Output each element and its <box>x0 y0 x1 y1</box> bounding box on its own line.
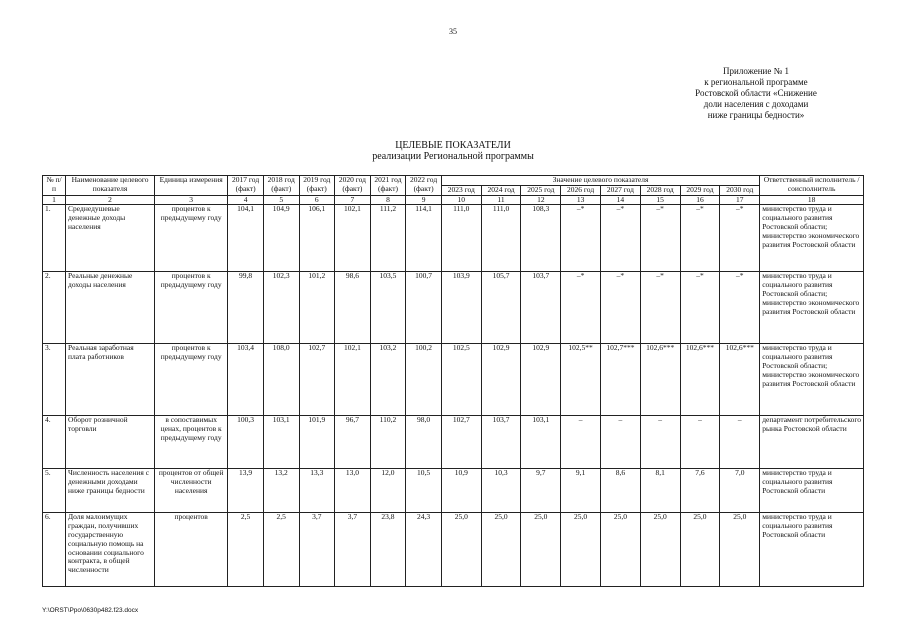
value-cell: 102,1 <box>335 205 371 272</box>
appendix-line: Приложение № 1 <box>723 66 789 76</box>
unit-cell: процентов к предыдущему году <box>155 205 228 272</box>
value-cell: 13,9 <box>228 469 264 513</box>
value-cell: 102,5** <box>561 344 601 416</box>
column-number: 6 <box>299 195 335 205</box>
value-cell: 12,0 <box>370 469 406 513</box>
header-2029: 2029 год <box>680 185 720 195</box>
column-number: 15 <box>640 195 680 205</box>
value-cell: 104,9 <box>263 205 299 272</box>
value-cell: 2,5 <box>263 513 299 587</box>
value-cell: 98,6 <box>335 272 371 344</box>
value-cell: 25,0 <box>481 513 521 587</box>
value-cell: –* <box>720 205 760 272</box>
responsible-cell: департамент потребительского рынка Ростовской области <box>760 416 864 469</box>
value-cell: 102,7*** <box>601 344 641 416</box>
header-2030: 2030 год <box>720 185 760 195</box>
value-cell: 98,0 <box>406 416 442 469</box>
column-number-row <box>43 195 864 205</box>
value-cell: 13,2 <box>263 469 299 513</box>
header-2019: 2019 год (факт) <box>299 176 335 196</box>
value-cell: 23,8 <box>370 513 406 587</box>
table-row <box>43 272 864 344</box>
row-number: 3. <box>43 344 66 416</box>
value-cell: 25,0 <box>720 513 760 587</box>
value-cell: –* <box>680 205 720 272</box>
row-number: 1. <box>43 205 66 272</box>
column-number: 2 <box>66 195 155 205</box>
value-cell: 102,6*** <box>720 344 760 416</box>
indicator-name: Реальная заработная плата работников <box>66 344 155 416</box>
row-number: 4. <box>43 416 66 469</box>
value-cell: 10,5 <box>406 469 442 513</box>
file-path-footer: Y:\ORST\Ppo\0630p482.f23.docx <box>42 607 139 614</box>
header-responsible: Ответственный исполнитель / соисполнитель <box>760 176 864 196</box>
value-cell: –* <box>720 272 760 344</box>
value-cell: 7,0 <box>720 469 760 513</box>
header-2023: 2023 год <box>441 185 481 195</box>
appendix-line: Ростовской области «Снижение <box>695 88 817 98</box>
header-num: № п/п <box>43 176 66 196</box>
indicators-table <box>42 175 864 587</box>
header-2017: 2017 год (факт) <box>228 176 264 196</box>
value-cell: 9,1 <box>561 469 601 513</box>
value-cell: 10,9 <box>441 469 481 513</box>
value-cell: 103,2 <box>370 344 406 416</box>
header-target-group: Значение целевого показателя <box>441 176 759 186</box>
value-cell: – <box>640 416 680 469</box>
page-number: 35 <box>449 27 457 36</box>
value-cell: 105,7 <box>481 272 521 344</box>
header-2025: 2025 год <box>521 185 561 195</box>
value-cell: 103,1 <box>263 416 299 469</box>
value-cell: 25,0 <box>521 513 561 587</box>
value-cell: 7,6 <box>680 469 720 513</box>
value-cell: 8,1 <box>640 469 680 513</box>
value-cell: 110,2 <box>370 416 406 469</box>
responsible-cell: министерство труда и социального развития Ростовской области; министерство экономического развития Ростовской области <box>760 272 864 344</box>
unit-cell: в сопоставимых ценах, процентов к предыдущему году <box>155 416 228 469</box>
title-line: ЦЕЛЕВЫЕ ПОКАЗАТЕЛИ <box>395 140 511 151</box>
row-number: 5. <box>43 469 66 513</box>
column-number: 4 <box>228 195 264 205</box>
value-cell: –* <box>601 272 641 344</box>
value-cell: 2,5 <box>228 513 264 587</box>
table-row <box>43 513 864 587</box>
column-number: 11 <box>481 195 521 205</box>
row-number: 6. <box>43 513 66 587</box>
value-cell: – <box>720 416 760 469</box>
value-cell: 102,9 <box>481 344 521 416</box>
value-cell: 111,0 <box>481 205 521 272</box>
table-row <box>43 469 864 513</box>
value-cell: 24,3 <box>406 513 442 587</box>
value-cell: 102,1 <box>335 344 371 416</box>
column-number: 12 <box>521 195 561 205</box>
value-cell: 99,8 <box>228 272 264 344</box>
responsible-cell: министерство труда и социального развития Ростовской области; министерство экономического развития Ростовской области <box>760 344 864 416</box>
header-2018: 2018 год (факт) <box>263 176 299 196</box>
value-cell: 102,5 <box>441 344 481 416</box>
value-cell: 9,7 <box>521 469 561 513</box>
unit-cell: процентов к предыдущему году <box>155 344 228 416</box>
value-cell: 13,3 <box>299 469 335 513</box>
appendix-line: к региональной программе <box>704 77 808 87</box>
value-cell: 100,3 <box>228 416 264 469</box>
value-cell: 10,3 <box>481 469 521 513</box>
value-cell: 102,7 <box>441 416 481 469</box>
header-2024: 2024 год <box>481 185 521 195</box>
indicator-name: Реальные денежные доходы населения <box>66 272 155 344</box>
value-cell: 104,1 <box>228 205 264 272</box>
appendix-line: ниже границы бедности» <box>707 110 805 120</box>
value-cell: 3,7 <box>299 513 335 587</box>
table-row <box>43 205 864 272</box>
indicator-name: Оборот розничной торговли <box>66 416 155 469</box>
value-cell: 103,5 <box>370 272 406 344</box>
document-title <box>0 140 906 162</box>
value-cell: 25,0 <box>640 513 680 587</box>
value-cell: 8,6 <box>601 469 641 513</box>
value-cell: 25,0 <box>601 513 641 587</box>
row-number: 2. <box>43 272 66 344</box>
responsible-cell: министерство труда и социального развития Ростовской области <box>760 469 864 513</box>
indicator-name: Доля малоимущих граждан, получивших государственную социальную помощь на основании социального контракта, в общей численности <box>66 513 155 587</box>
subtitle-line: реализации Региональной программы <box>372 151 534 162</box>
column-number: 14 <box>601 195 641 205</box>
column-number: 16 <box>680 195 720 205</box>
header-2028: 2028 год <box>640 185 680 195</box>
header-2020: 2020 год (факт) <box>335 176 371 196</box>
value-cell: 25,0 <box>561 513 601 587</box>
value-cell: –* <box>680 272 720 344</box>
value-cell: 102,3 <box>263 272 299 344</box>
value-cell: 100,7 <box>406 272 442 344</box>
value-cell: 111,2 <box>370 205 406 272</box>
value-cell: 13,0 <box>335 469 371 513</box>
indicator-name: Численность населения с денежными доходами ниже границы бедности <box>66 469 155 513</box>
value-cell: 103,9 <box>441 272 481 344</box>
table-row <box>43 344 864 416</box>
header-2027: 2027 год <box>601 185 641 195</box>
unit-cell: процентов к предыдущему году <box>155 272 228 344</box>
value-cell: 102,6*** <box>680 344 720 416</box>
responsible-cell: министерство труда и социального развития Ростовской области; министерство экономического развития Ростовской области <box>760 205 864 272</box>
appendix-note <box>676 66 836 121</box>
responsible-cell: министерство труда и социального развития Ростовской области <box>760 513 864 587</box>
unit-cell: процентов от общей численности населения <box>155 469 228 513</box>
value-cell: 100,2 <box>406 344 442 416</box>
unit-cell: процентов <box>155 513 228 587</box>
value-cell: 103,7 <box>481 416 521 469</box>
header-2026: 2026 год <box>561 185 601 195</box>
value-cell: – <box>601 416 641 469</box>
column-number: 1 <box>43 195 66 205</box>
column-number: 18 <box>760 195 864 205</box>
value-cell: –* <box>640 272 680 344</box>
value-cell: 101,9 <box>299 416 335 469</box>
value-cell: 114,1 <box>406 205 442 272</box>
value-cell: 108,3 <box>521 205 561 272</box>
value-cell: 96,7 <box>335 416 371 469</box>
value-cell: –* <box>561 205 601 272</box>
value-cell: 102,7 <box>299 344 335 416</box>
value-cell: 102,6*** <box>640 344 680 416</box>
value-cell: 25,0 <box>680 513 720 587</box>
column-number: 13 <box>561 195 601 205</box>
value-cell: – <box>680 416 720 469</box>
indicator-name: Среднедушевые денежные доходы населения <box>66 205 155 272</box>
value-cell: 102,9 <box>521 344 561 416</box>
value-cell: –* <box>601 205 641 272</box>
column-number: 5 <box>263 195 299 205</box>
value-cell: 106,1 <box>299 205 335 272</box>
value-cell: 111,0 <box>441 205 481 272</box>
column-number: 3 <box>155 195 228 205</box>
header-name: Наименование целевого показателя <box>66 176 155 196</box>
header-unit: Единица измерения <box>155 176 228 196</box>
value-cell: 103,4 <box>228 344 264 416</box>
value-cell: 101,2 <box>299 272 335 344</box>
value-cell: 103,7 <box>521 272 561 344</box>
appendix-line: доли населения с доходами <box>703 99 809 109</box>
value-cell: – <box>561 416 601 469</box>
column-number: 10 <box>441 195 481 205</box>
column-number: 17 <box>720 195 760 205</box>
column-number: 9 <box>406 195 442 205</box>
value-cell: –* <box>640 205 680 272</box>
header-2022: 2022 год (факт) <box>406 176 442 196</box>
value-cell: 25,0 <box>441 513 481 587</box>
table-row <box>43 416 864 469</box>
column-number: 8 <box>370 195 406 205</box>
value-cell: 3,7 <box>335 513 371 587</box>
value-cell: –* <box>561 272 601 344</box>
header-2021: 2021 год (факт) <box>370 176 406 196</box>
value-cell: 103,1 <box>521 416 561 469</box>
value-cell: 108,0 <box>263 344 299 416</box>
column-number: 7 <box>335 195 371 205</box>
